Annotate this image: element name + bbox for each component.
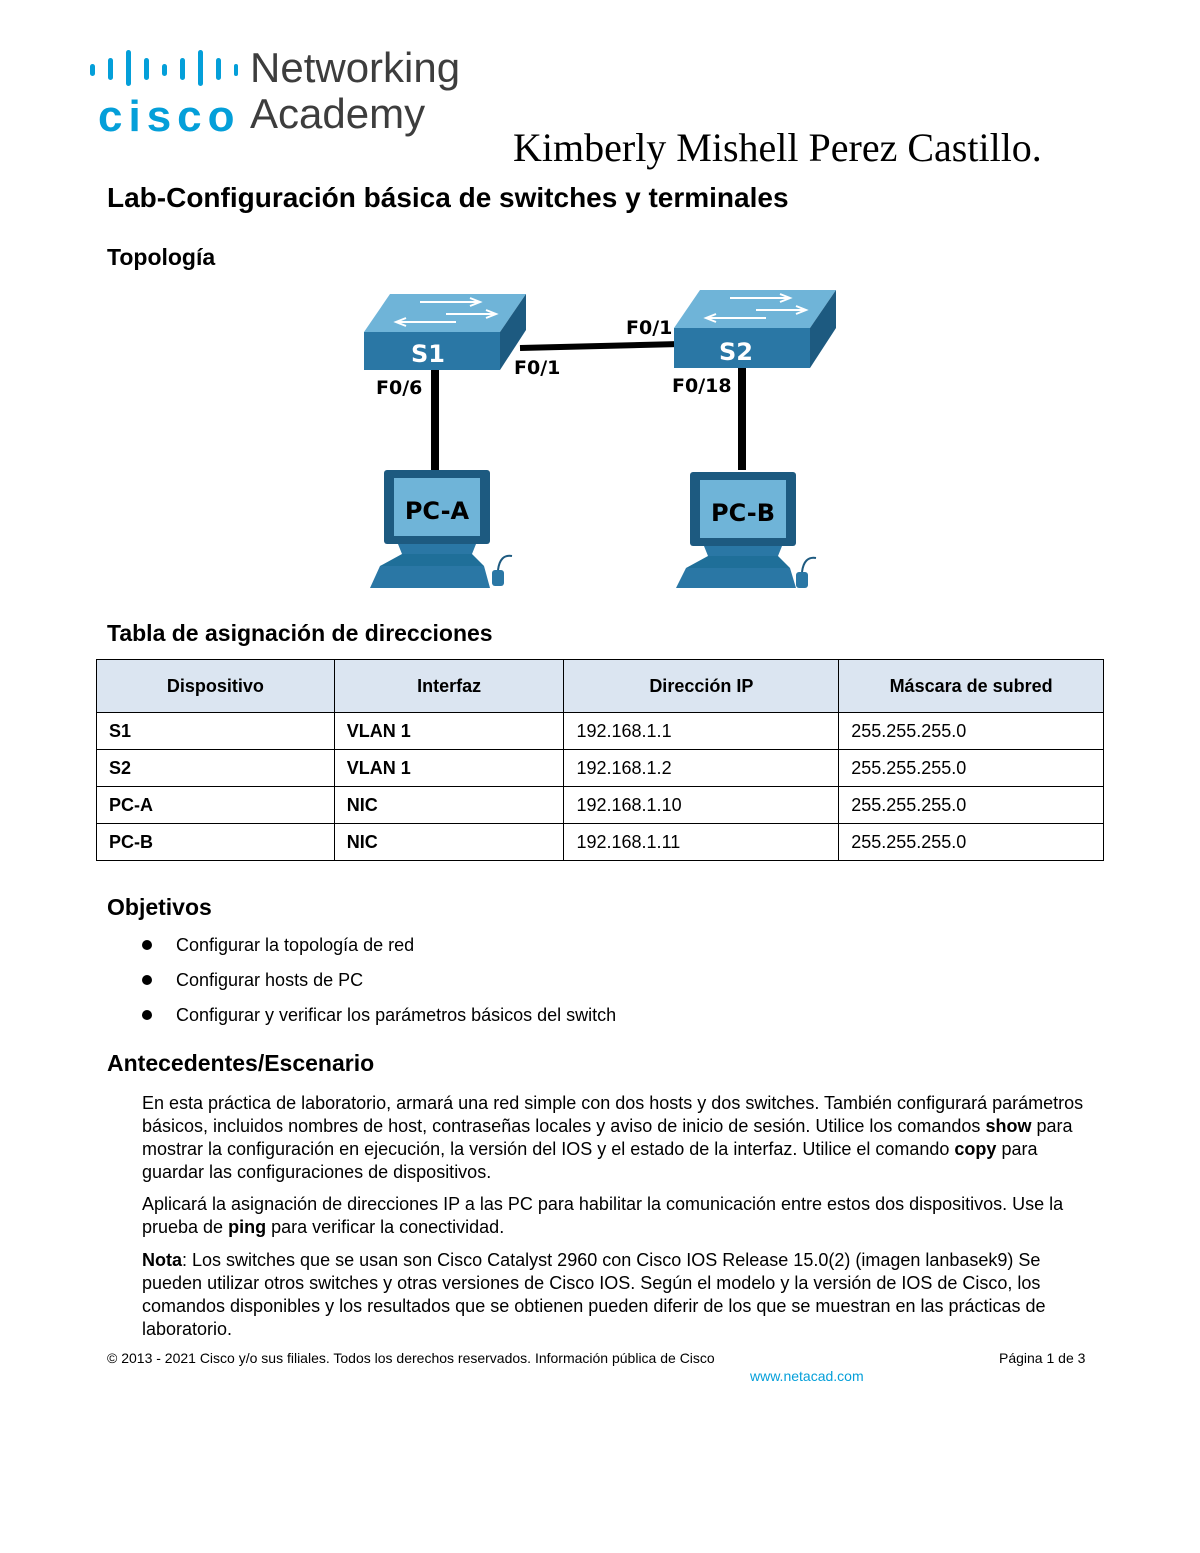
background-heading: Antecedentes/Escenario <box>107 1050 375 1076</box>
cell-interface: NIC <box>334 824 564 861</box>
cell-device: PC-B <box>97 824 335 861</box>
cell-ip: 192.168.1.10 <box>564 787 839 824</box>
link-s1-s2 <box>520 344 680 348</box>
pc-a-icon <box>370 470 512 588</box>
list-item <box>142 932 616 967</box>
switch-s2-icon <box>674 290 836 368</box>
col-header-mask: Máscara de subred <box>839 660 1104 713</box>
address-table-heading: Tabla de asignación de direcciones <box>107 620 493 646</box>
table-row <box>97 787 1104 824</box>
table-row <box>97 824 1104 861</box>
table-row <box>97 750 1104 787</box>
cisco-wordmark: cisco <box>98 92 241 141</box>
logo-line-academy: Academy <box>250 90 426 137</box>
cisco-bars-icon <box>88 50 238 86</box>
bullet-icon <box>142 1010 152 1020</box>
switch-s2-label: S2 <box>719 338 753 366</box>
cell-mask: 255.255.255.0 <box>839 713 1104 750</box>
logo-line-networking: Networking <box>250 44 461 91</box>
footer-netacad-link[interactable]: www.netacad.com <box>750 1368 864 1384</box>
col-header-ip: Dirección IP <box>564 660 839 713</box>
note-paragraph: Nota: Los switches que se usan son Cisco Catalyst 2960 con Cisco IOS Release 15.0(2) (imagen lanbasek9) Se pueden utilizar otros switches y otras versiones de Cisco IOS. Según el modelo y la versión de IOS de Cisco, los comandos disponibles y los resultados que se obtienen pueden diferir de los que se muestran en las prácticas de laboratorio. <box>142 1250 1046 1339</box>
col-header-device: Dispositivo <box>97 660 335 713</box>
switch-s1-label: S1 <box>411 340 445 368</box>
objective-text: Configurar y verificar los parámetros básicos del switch <box>176 1005 617 1025</box>
switch-s1-icon <box>364 294 526 370</box>
cell-ip: 192.168.1.1 <box>564 713 839 750</box>
col-header-interface: Interfaz <box>334 660 564 713</box>
objective-text: Configurar hosts de PC <box>176 970 364 990</box>
cell-mask: 255.255.255.0 <box>839 787 1104 824</box>
list-item <box>142 1002 616 1037</box>
list-item <box>142 967 616 1002</box>
command-copy: copy <box>954 1139 997 1159</box>
background-paragraph-2: Aplicará la asignación de direcciones IP a las PC para habilitar la comunicación entre estos dos dispositivos. Use la prueba de ping para verificar la conectividad. <box>142 1194 1064 1237</box>
bullet-icon <box>142 940 152 950</box>
cell-device: PC-A <box>97 787 335 824</box>
cell-device: S2 <box>97 750 335 787</box>
topology-heading: Topología <box>107 244 216 270</box>
cell-ip: 192.168.1.2 <box>564 750 839 787</box>
cell-interface: VLAN 1 <box>334 750 564 787</box>
pc-a-label: PC-A <box>404 497 470 525</box>
cell-mask: 255.255.255.0 <box>839 824 1104 861</box>
port-label-s1-f06: F0/6 <box>376 377 423 399</box>
pc-b-label: PC-B <box>710 499 776 527</box>
author-name: Kimberly Mishell Perez Castillo. <box>513 125 1042 170</box>
port-label-s1-f01: F0/1 <box>514 357 561 379</box>
objectives-list <box>142 932 616 1037</box>
note-label: Nota <box>142 1250 182 1270</box>
cell-mask: 255.255.255.0 <box>839 750 1104 787</box>
command-ping: ping <box>228 1217 267 1237</box>
objective-text: Configurar la topología de red <box>176 935 415 955</box>
cell-ip: 192.168.1.11 <box>564 824 839 861</box>
background-paragraph-1: En esta práctica de laboratorio, armará una red simple con dos hosts y dos switches. También configurará parámetros básicos, incluidos nombres de host, contraseñas locales y aviso de inicio de sesión. Utilice los comandos show para mostrar la configuración en ejecución, la versión del IOS y el estado de la interfaz. Utilice el comando copy para guardar las configuraciones de dispositivos. <box>142 1093 1084 1182</box>
address-table <box>96 659 1104 861</box>
port-label-s2-f018: F0/18 <box>672 375 732 397</box>
bullet-icon <box>142 975 152 985</box>
footer-copyright: © 2013 - 2021 Cisco y/o sus filiales. Todos los derechos reservados. Información pública de Cisco <box>107 1350 715 1366</box>
objectives-heading: Objetivos <box>107 894 212 920</box>
table-header-row <box>97 660 1104 713</box>
table-row <box>97 713 1104 750</box>
cell-interface: NIC <box>334 787 564 824</box>
page-title: Lab-Configuración básica de switches y terminales <box>107 182 789 213</box>
port-label-s2-f01: F0/1 <box>626 317 673 339</box>
pc-b-icon <box>676 472 816 588</box>
cell-device: S1 <box>97 713 335 750</box>
footer-page-number: Página 1 de 3 <box>999 1350 1086 1366</box>
command-show: show <box>985 1116 1032 1136</box>
cisco-networking-academy-logo <box>88 44 488 144</box>
cell-interface: VLAN 1 <box>334 713 564 750</box>
topology-diagram <box>360 288 840 588</box>
